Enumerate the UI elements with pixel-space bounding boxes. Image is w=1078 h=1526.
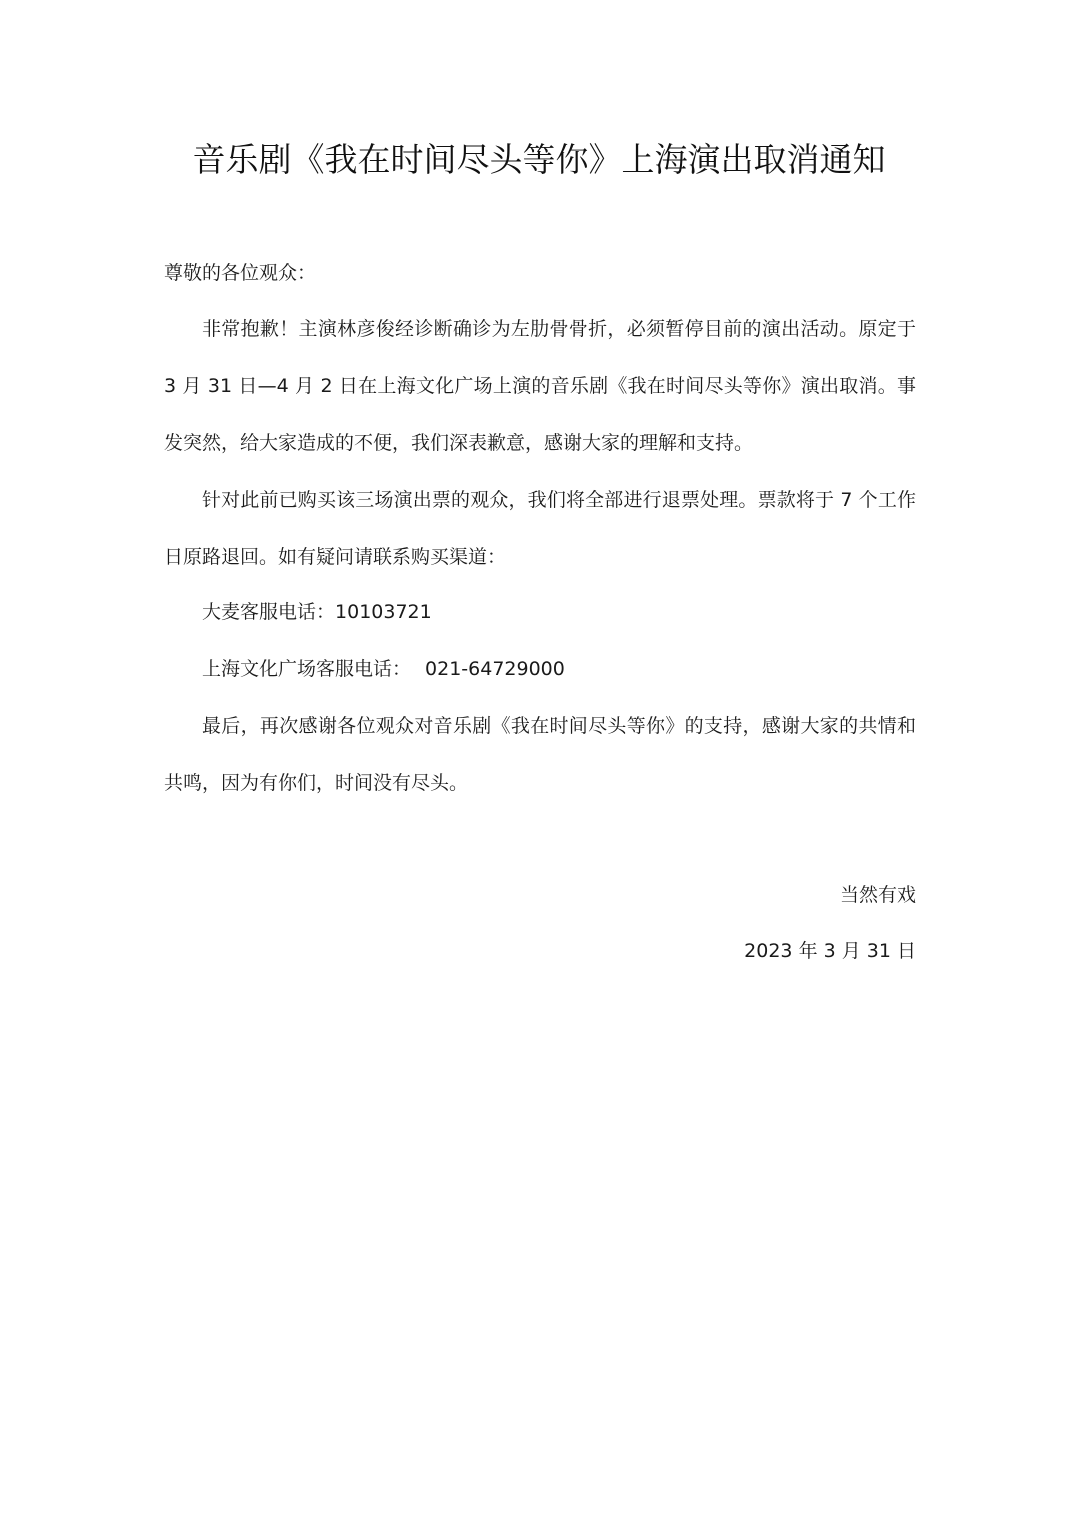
salutation: 尊敬的各位观众：: [164, 262, 317, 284]
signature: 当然有戏: [839, 884, 916, 906]
paragraph-apology: 非常抱歉！主演林彦俊经诊断确诊为左肋骨骨折，必须暂停目前的演出活动。原定于 3 月 31 日—4 月 2 日在上海文化广场上演的音乐剧《我在时间尽头等你》演出取消。事发突然，给大家造成的不便，我们深表歉意，感谢大家的理解和支持。: [164, 318, 916, 454]
contact-number: 10103721: [335, 601, 432, 623]
contact-damai: [202, 598, 432, 626]
contact-label: 大麦客服电话：: [202, 601, 336, 623]
contact-number: 021-64729000: [425, 658, 565, 680]
notice-title: 音乐剧《我在时间尽头等你》上海演出取消通知: [192, 140, 886, 179]
paragraph-refund: 针对此前已购买该三场演出票的观众，我们将全部进行退票处理。票款将于 7 个工作日原路退回。如有疑问请联系购买渠道：: [164, 489, 916, 568]
contact-label: 上海文化广场客服电话：: [202, 658, 412, 680]
notice-date: 2023 年 3 月 31 日: [744, 940, 916, 962]
paragraph-thanks: 最后，再次感谢各位观众对音乐剧《我在时间尽头等你》的支持，感谢大家的共情和共鸣，因为有你们，时间没有尽头。: [164, 715, 916, 794]
contact-culture-square: [202, 655, 565, 683]
